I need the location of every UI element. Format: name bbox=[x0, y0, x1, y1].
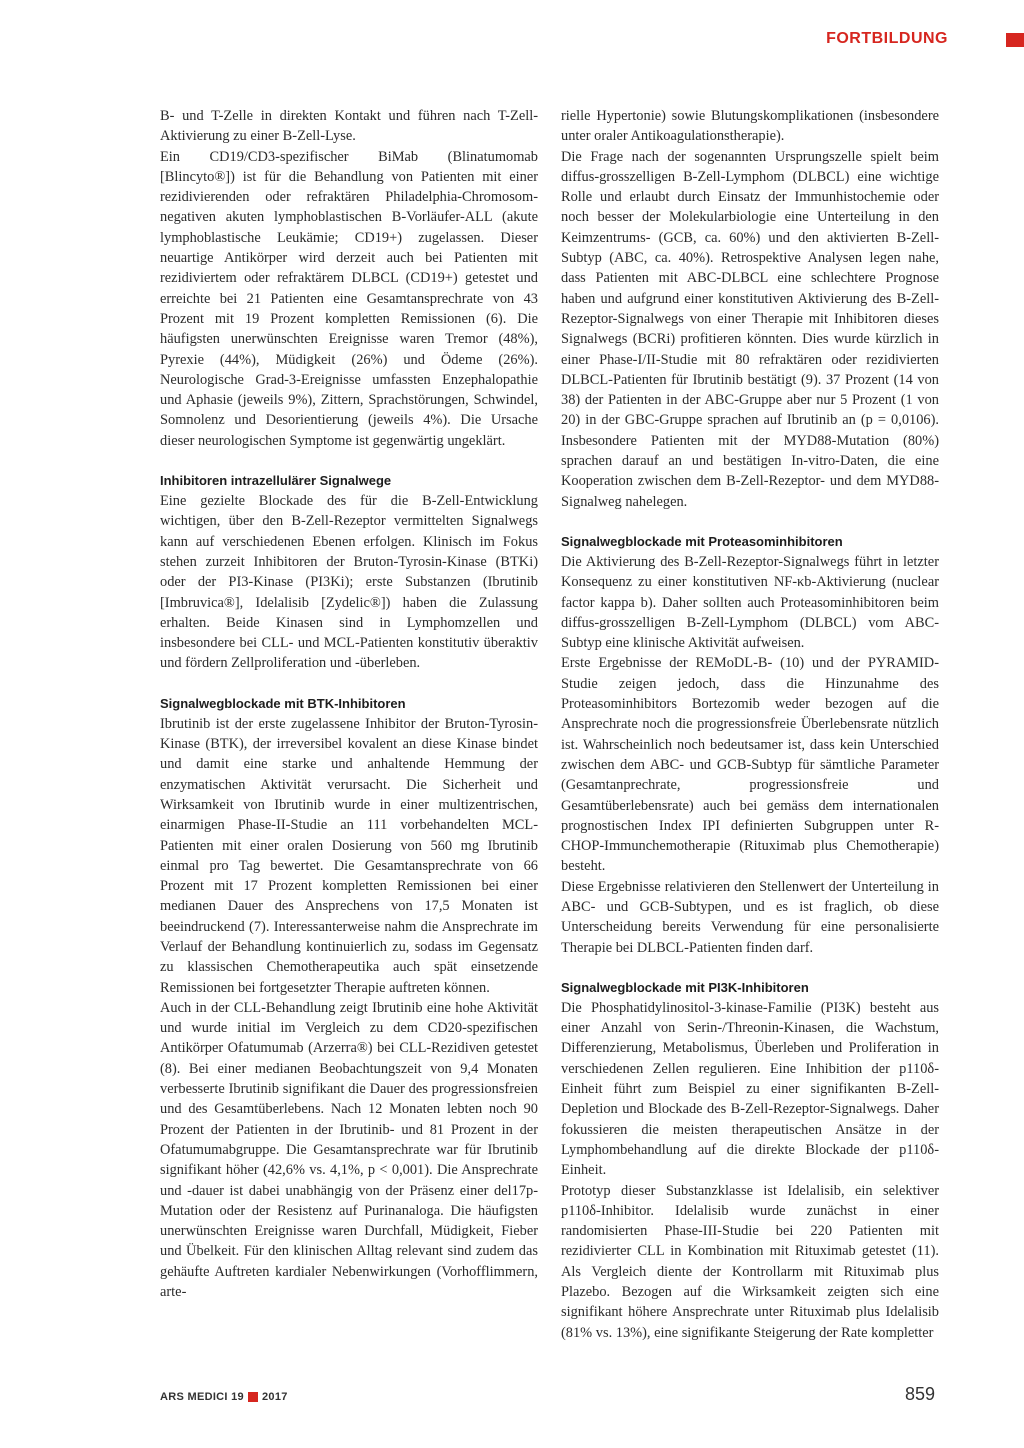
journal-name: ARS MEDICI 19 bbox=[160, 1391, 244, 1403]
left-column bbox=[160, 106, 538, 1302]
paragraph: B- und T-Zelle in direkten Kontakt und führen nach T-Zell-Aktivierung zu einer B-Zell-Lyse. bbox=[160, 108, 538, 145]
section-heading: Signalwegblockade mit Proteasominhibitoren bbox=[561, 533, 843, 549]
paragraph: Eine gezielte Blockade des für die B-Zell-Entwicklung wichtigen, über den B-Zell-Rezeptor vermittelten Signalwegs kann auf verschiedenen Ebenen erfolgen. Klinisch im Fokus stehen zurzeit Inhibitoren der Bruton-Tyrosin-Kinase (BTKi) oder der PI3-Kinase (PI3Ki); erste Substanzen (Ibrutinib [Imbruvica®], Idelalisib [Zydelic®]) haben die Zulassung erhalten. Beide Kinasen sind in Lymphomzellen und insbesondere bei CLL- und MCL-Patienten konstitutiv überaktiv und fördern Zellproliferation und -überleben. bbox=[160, 493, 538, 672]
paragraph: rielle Hypertonie) sowie Blutungskomplikationen (insbesondere unter oraler Antikoagulationstherapie). bbox=[561, 108, 939, 145]
paragraph: Erste Ergebnisse der REMoDL-B- (10) und der PYRAMID-Studie zeigen jedoch, dass die Hinzunahme des Proteasominhibitors Bortezomib weder bezogen auf die Ansprechrate noch die progressionsfreie Überlebensrate nützlich ist. Wahrscheinlich noch bedeutsamer ist, dass kein Unterschied zwischen dem ABC- und GCB-Subtyp für sämtliche Parameter (Gesamtanprechrate, progressionsfreie und Gesamtüberlebensrate) auch bei gemäss dem internationalen prognostischen Index IPI definierten Subgruppen unter R-CHOP-Immunchemotherapie (Rituximab plus Chemotherapie) besteht. bbox=[561, 655, 939, 875]
section-heading: Inhibitoren intrazellulärer Signalwege bbox=[160, 473, 392, 489]
page-number: 859 bbox=[905, 1384, 936, 1404]
paragraph: Auch in der CLL-Behandlung zeigt Ibrutinib eine hohe Aktivität und wurde initial im Vergleich zu dem CD20-spezifischen Antikörper Ofatumumab (Arzerra®) bei CLL-Rezidiven getestet (8). Bei einer medianen Beobachtungszeit von 9,4 Monaten verbesserte Ibrutinib signifikant die Dauer des progressionsfreien und des Gesamtüberlebens. Nach 12 Monaten lebten noch 90 Prozent der Patienten in der Ibrutinib- und 81 Prozent in der Ofatumumabgruppe. Die Gesamtansprechrate war für Ibrutinib signifikant höher (42,6% vs. 4,1%, p < 0,001). Die Ansprechrate und -dauer ist dabei unabhängig von der Präsenz einer del17p-Mutation oder der Resistenz auf Purinanaloga. Die häufigsten unerwünschten Ereignisse waren Durchfall, Müdigkeit, Fieber und Übelkeit. Für den klinischen Alltag relevant sind zudem das gehäufte Auftreten kardialer Nebenwirkungen (Vorhofflimmern, arte- bbox=[160, 999, 538, 1301]
paragraph: Die Phosphatidylinositol-3-kinase-Familie (PI3K) besteht aus einer Anzahl von Serin-/Threonin-Kinasen, die Wachstum, Differenzierung, Metabolismus, Überleben und Proliferation in verschiedenen Zellen regulieren. Eine Inhibition der p110δ-Einheit führt zum Beispiel zu einer signifikanten B-Zell-Depletion und Blockade des B-Zell-Rezeptor-Signalwegs. Daher fokussieren die meisten therapeutischen Ansätze in der Lymphombehandlung auf die direkte Blockade der p110δ-Einheit. bbox=[561, 999, 939, 1179]
section-label: FORTBILDUNG bbox=[826, 30, 948, 47]
right-column bbox=[561, 106, 939, 1343]
section-heading: Signalwegblockade mit BTK-Inhibitoren bbox=[160, 695, 406, 711]
paragraph: Diese Ergebnisse relativieren den Stellenwert der Unterteilung in ABC- und GCB-Subtypen, und es ist fraglich, ob diese Unterscheidung bereits Verwendung für eine personalisierte Therapie bei DLBCL-Patienten finden darf. bbox=[561, 878, 939, 956]
footer-journal bbox=[160, 1391, 288, 1403]
section-heading: Signalwegblockade mit PI3K-Inhibitoren bbox=[561, 979, 809, 995]
journal-year: 2017 bbox=[261, 1391, 288, 1403]
paragraph: Ibrutinib ist der erste zugelassene Inhibitor der Bruton-Tyrosin-Kinase (BTK), der irreversibel kovalent an diese Kinase bindet und damit eine starke und anhaltende Hemmung der enzymatischen Aktivität verursacht. Die Sicherheit und Wirksamkeit von Ibrutinib wurde in einer multizentrischen, einarmigen Phase-II-Studie an 111 vorbehandelten MCL-Patienten mit einer oralen Dosierung von 560 mg Ibrutinib einmal pro Tag bewertet. Die Gesamtansprechrate von 66 Prozent mit 17 Prozent kompletten Remissionen bei einer medianen Dauer des Ansprechens von 17,5 Monaten ist beeindruckend (7). Interessanterweise nahm die Ansprechrate im Verlauf der Behandlung kontinuierlich zu, sodass im Gegensatz zu klassischen Chemotherapeutika auch spät einsetzende Remissionen bei fortgesetzter Therapie auftreten können. bbox=[160, 715, 538, 996]
paragraph: Die Frage nach der sogenannten Ursprungszelle spielt beim diffus-grosszelligen B-Zell-Lymphom (DLBCL) eine wichtige Rolle und erlaubt durch Einsatz der Immunhistochemie oder noch besser der Molekularbiologie eine Unterteilung in den Keimzentrums- (GCB, ca. 60%) und den aktivierten B-Zell-Subtyp (ABC, ca. 40%). Retrospektive Analysen legen nahe, dass Patienten mit ABC-DLBCL eine schlechtere Prognose haben und aufgrund einer konstitutiven Aktivierung des B-Zell-Rezeptor-Signalwegs von einer Therapie mit Inhibitoren dieses Signalwegs (BCRi) profitieren könnten. Dies wurde kürzlich in einer Phase-I/II-Studie mit 80 refraktären oder rezidivierten DLBCL-Patienten für Ibrutinib bestätigt (9). 37 Prozent (14 von 38) der Patienten in der ABC-Gruppe aber nur 5 Prozent (1 von 20) in der GBC-Gruppe sprachen auf Ibrutinib an (p = 0,0106). Insbesondere Patienten mit der MYD88-Mutation (80%) sprachen darauf an und bestätigen In-vitro-Daten, die eine Kooperation zwischen dem B-Zell-Rezeptor- und dem MYD88-Signalweg nahelegen. bbox=[561, 148, 939, 510]
footer-square-icon bbox=[248, 1392, 258, 1402]
paragraph: Ein CD19/CD3-spezifischer BiMab (Blinatumomab [Blincyto®]) ist für die Behandlung von Patienten mit einer rezidivierenden oder refraktären Philadelphia-Chromosom-negativen akuten lymphoblastischen B-Vorläufer-ALL (akute lymphoblastische Leukämie; CD19+) zugelassen. Dieser neuartige Antikörper wird derzeit auch bei Patienten mit rezidiviertem oder refraktärem DLBCL (CD19+) getestet und erreichte bei 21 Patienten eine Gesamtansprechrate von 43 Prozent mit 19 Prozent kompletten Remissionen (6). Die häufigsten unerwünschten Ereignisse waren Tremor (48%), Pyrexie (44%), Müdigkeit (26%) und Ödeme (26%). Neurologische Grad-3-Ereignisse umfassten Enzephalopathie und Aphasie (jeweils 9%), Zittern, Sprachstörungen, Schwindel, Somnolenz und Desorientierung (jeweils 4%). Die Ursache dieser neurologischen Symptome ist gegenwärtig ungeklärt. bbox=[160, 148, 538, 449]
paragraph: Prototyp dieser Substanzklasse ist Idelalisib, ein selektiver p110δ-Inhibitor. Idelalisib wurde zunächst in einer randomisierten Phase-III-Studie bei 220 Patienten mit rezidivierter CLL in Kombination mit Rituximab getestet (11). Als Vergleich diente der Kontrollarm mit Rituximab plus Plazebo. Bezogen auf die Wirksamkeit zeigten sich eine signifikant höhere Ansprechrate unter Rituximab plus Idelalisib (81% vs. 13%), eine signifikante Steigerung der Rate kompletter bbox=[561, 1182, 939, 1341]
section-square-icon bbox=[1006, 33, 1024, 47]
paragraph: Die Aktivierung des B-Zell-Rezeptor-Signalwegs führt in letzter Konsequenz zu einer konstitutiven NF-κb-Aktivierung (nuclear factor kappa b). Daher sollten auch Proteasominhibitoren beim diffus-grosszelligen B-Zell-Lymphom (DLBCL) vom ABC-Subtyp eine klinische Aktivität aufweisen. bbox=[561, 553, 939, 652]
